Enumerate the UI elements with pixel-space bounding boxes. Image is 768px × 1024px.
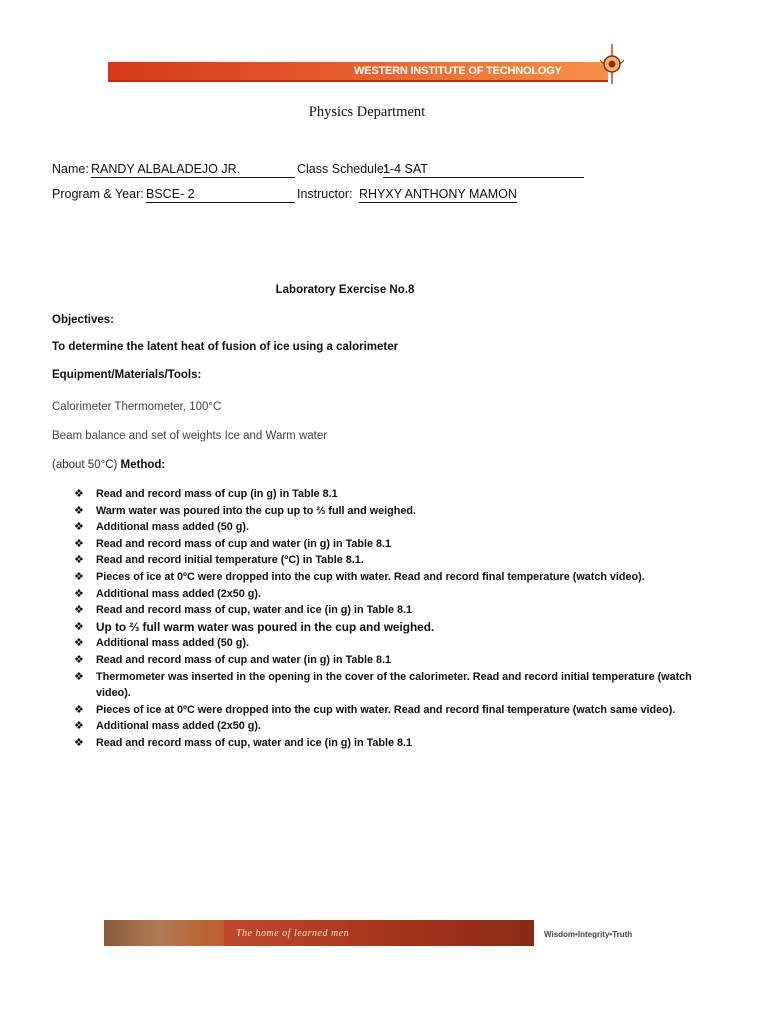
diamond-bullet-icon: ❖ [74, 554, 84, 567]
diamond-bullet-icon: ❖ [74, 521, 84, 534]
objective-text: To determine the latent heat of fusion of ice using a calorimeter [52, 341, 399, 353]
diamond-bullet-icon: ❖ [74, 703, 84, 716]
objectives-heading: Objectives: [52, 314, 114, 326]
diamond-bullet-icon: ❖ [74, 620, 84, 633]
method-step: ❖ Read and record mass of cup, water and ice (in g) in Table 8.1 [74, 735, 714, 752]
diamond-bullet-icon: ❖ [74, 736, 84, 749]
diamond-bullet-icon: ❖ [74, 720, 84, 733]
diamond-bullet-icon: ❖ [74, 570, 84, 583]
diamond-bullet-icon: ❖ [74, 537, 84, 550]
class-schedule-label: Class Schedule: [297, 162, 388, 176]
method-step: ❖ Pieces of ice at 0ºC were dropped into the cup with water. Read and record final temperature (watch same video). [74, 702, 714, 719]
diamond-bullet-icon: ❖ [74, 653, 84, 666]
method-step: ❖ Read and record initial temperature (ºC) in Table 8.1. [74, 552, 714, 569]
method-step: ❖ Additional mass added (50 g). [74, 635, 714, 652]
method-step: ❖ Up to ⅔ full warm water was poured in the cup and weighed. [74, 619, 435, 634]
method-step: ❖ Warm water was poured into the cup up to ⅔ full and weighed. [74, 503, 714, 520]
method-step: ❖ Read and record mass of cup and water (in g) in Table 8.1 [74, 652, 714, 669]
diamond-bullet-icon: ❖ [74, 504, 84, 517]
class-schedule-value: 1-4 SAT [383, 162, 584, 178]
footer-banner [104, 918, 656, 950]
diamond-bullet-icon: ❖ [74, 604, 84, 617]
method-steps-list [74, 486, 714, 752]
equipment-line-1: Calorimeter Thermometer, 100°C [52, 401, 222, 413]
method-step: ❖ Pieces of ice at 0ºC were dropped into the cup with water. Read and record final temperature (watch video). [74, 569, 714, 586]
method-step: ❖ Thermometer was inserted in the opening in the cover of the calorimeter. Read and record initial temperature (watch video). [74, 670, 692, 700]
method-step: ❖ Additional mass added (2x50 g). [74, 586, 714, 603]
equipment-heading: Equipment/Materials/Tools: [52, 369, 202, 381]
institution-name: WESTERN INSTITUTE OF TECHNOLOGY [354, 65, 562, 77]
method-heading: Method: [120, 459, 166, 471]
program-year-value: BSCE- 2 [146, 187, 295, 203]
diamond-bullet-icon: ❖ [74, 488, 84, 500]
instructor-value: RHYXY ANTHONY MAMON [359, 187, 517, 201]
method-step: ❖ Additional mass added (2x50 g). [74, 718, 714, 735]
campus-building-image [104, 920, 224, 946]
department-title: Physics Department [308, 104, 426, 120]
exercise-title: Laboratory Exercise No.8 [275, 284, 415, 296]
method-step: ❖ Read and record mass of cup and water (in g) in Table 8.1 [74, 536, 714, 553]
diamond-bullet-icon: ❖ [74, 670, 84, 683]
footer-motto: Wisdom•Integrity•Truth [544, 930, 633, 939]
header-banner [108, 58, 626, 84]
equipment-line-2: Beam balance and set of weights Ice and Warm water [52, 430, 328, 442]
diamond-bullet-icon: ❖ [74, 637, 84, 650]
diamond-bullet-icon: ❖ [74, 587, 84, 600]
equipment-line-3: (about 50°C) [52, 459, 121, 471]
name-value: RANDY ALBALADEJO JR. [91, 162, 295, 178]
method-step: ❖ Read and record mass of cup (in g) in Table 8.1 [74, 486, 714, 503]
name-label: Name: [52, 162, 89, 176]
school-seal-icon [600, 44, 624, 84]
program-year-label: Program & Year: [52, 187, 144, 201]
method-step: ❖ Additional mass added (50 g). [74, 519, 714, 536]
footer-tagline: The home of learned men [236, 928, 350, 939]
method-step: ❖ Read and record mass of cup, water and ice (in g) in Table 8.1 [74, 602, 714, 619]
method-line [52, 459, 165, 471]
instructor-label: Instructor: [297, 187, 353, 201]
